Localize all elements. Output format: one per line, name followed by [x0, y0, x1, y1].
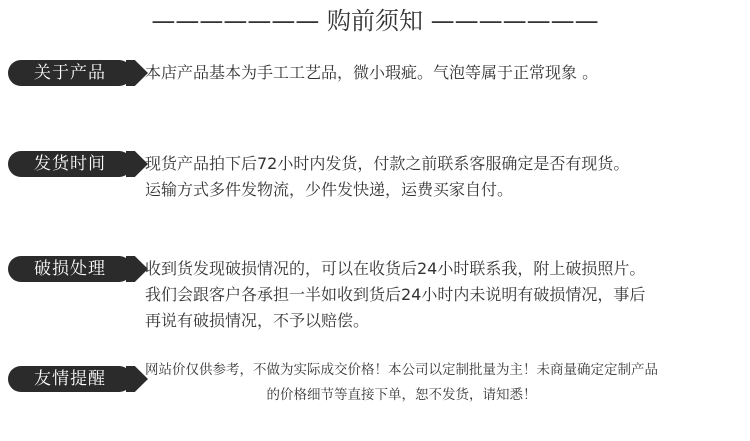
text-line: 本店产品基本为手工工艺品，微小瑕疵。气泡等属于正常现象 。 [145, 63, 599, 82]
text-line: 再说有破损情况，不予以赔偿。 [145, 311, 370, 330]
section-text [145, 151, 629, 203]
text-line: 网站价仅供参考，不做为实际成交价格！本公司以定制批量为主！未商量确定定制产品 [145, 362, 658, 378]
section-label: 发货时间 [8, 151, 132, 177]
section-text [145, 60, 598, 86]
section-text [145, 256, 645, 334]
page-title: ——————— 购前须知 ——————— [151, 7, 599, 35]
section-text [145, 358, 658, 408]
section-label: 友情提醒 [8, 366, 132, 392]
section-label: 破损处理 [8, 256, 132, 282]
text-line: 我们会跟客户各承担一半如收到货后24小时内未说明有破损情况，事后 [145, 285, 646, 304]
text-line: 的价格细节等直接下单，恕不发货，请知悉！ [266, 387, 537, 403]
text-line: 现货产品拍下后72小时内发货，付款之前联系客服确定是否有现货。 [145, 154, 630, 173]
text-line: 运输方式多件发物流，少件发快递，运费买家自付。 [145, 180, 514, 199]
text-line: 收到货发现破损情况的，可以在收货后24小时联系我，附上破损照片。 [145, 259, 646, 278]
section-label: 关于产品 [8, 60, 132, 86]
